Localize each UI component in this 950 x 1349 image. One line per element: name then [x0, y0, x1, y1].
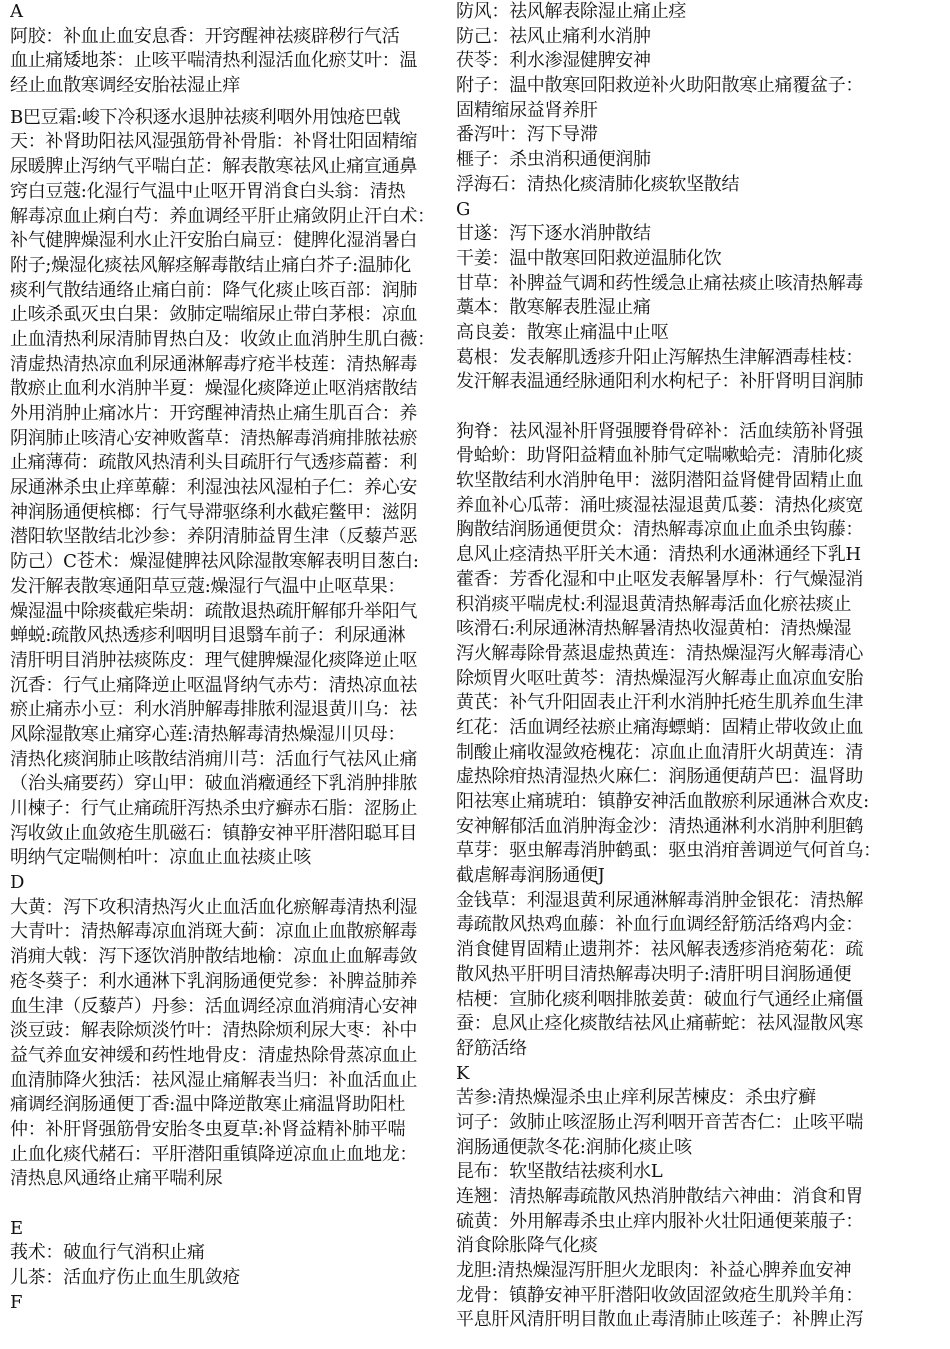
right-text-line: 红花：活血调经祛瘀止痛海螵蛸：固精止带收敛止血: [456, 716, 864, 738]
right-text-line: 制酸止痛收湿敛疮槐花：凉血止血清肝火胡黄连：清: [456, 741, 864, 763]
right-text-line: 散风热平肝明目清热解毒决明子:清肝明目润肠通便: [456, 963, 852, 985]
left-blank-line: [10, 1192, 448, 1217]
right-text-line: 平息肝风清肝明目散血止毒清肺止咳莲子：补脾止泻: [456, 1309, 864, 1331]
right-text-line: 龙胆:清热燥湿泻肝胆火龙眼肉：补益心脾养血安神: [456, 1260, 852, 1282]
left-column: [10, 0, 448, 1315]
right-text-line: 狗脊：祛风湿补肝肾强腰脊骨碎补：活血续筋补肾强: [456, 420, 864, 442]
right-text-line: 阳祛寒止痛琥珀：镇静安神活血散瘀利尿通淋合欢皮:: [456, 791, 869, 812]
right-text-line: 骨蛤蚧：助肾阳益精血补肺气定喘嗽蛤壳：清肺化痰: [456, 445, 864, 467]
right-text-line: 茯苓：利水渗湿健脾安神: [456, 50, 651, 72]
right-text-line: 虚热除疳热清湿热火麻仁：润肠通便葫芦巴：温肾助: [456, 766, 864, 788]
left-text-line: 防己）C苍术：燥湿健脾祛风除湿散寒解表明目葱白:: [10, 551, 419, 573]
left-text-line: 清热息风通络止痛平喘利尿: [10, 1168, 223, 1190]
left-text-line: 发汗解表散寒通阳草豆蔻:燥湿行气温中止呕草果：: [10, 575, 406, 597]
right-text-line: 泻火解毒除骨蒸退虚热黄连：清热燥湿泻火解毒清心: [456, 642, 864, 664]
left-text-line: 沉香：行气止痛降逆止呕温肾纳气赤芍：清热凉血祛: [10, 674, 418, 696]
right-text-line: 藁本：散寒解表胜湿止痛: [456, 297, 651, 319]
right-text-line: 金钱草：利湿退黄利尿通淋解毒消肿金银花：清热解: [456, 889, 864, 911]
left-text-line: 疮冬葵子：利水通淋下乳润肠通便党参：补脾益肺养: [10, 970, 418, 992]
left-text-line: 川楝子：行气止痛疏肝泻热杀虫疗癣赤石脂：涩肠止: [10, 798, 418, 819]
left-text-line: 益气养血安神缓和药性地骨皮：清虚热除骨蒸凉血止: [10, 1044, 418, 1066]
left-text-line: 清虚热清热凉血利尿通淋解毒疗疮半枝莲：清热解毒: [10, 353, 418, 375]
right-text-line: 蚕：息风止痉化痰散结祛风止痛蕲蛇：祛风湿散风寒: [456, 1013, 864, 1035]
left-text-line: 大青叶：清热解毒凉血消斑大蓟：凉血止血散瘀解毒: [10, 921, 418, 943]
left-text-line: B巴豆霜:峻下冷积逐水退肿祛痰利咽外用蚀疮巴戟: [10, 106, 401, 128]
left-text-line: D: [10, 872, 25, 894]
right-text-line: G: [456, 198, 471, 220]
left-text-line: 止血清热利尿清肺胃热白及：收敛止血消肿生肌白薇：: [10, 328, 435, 350]
right-text-line: 防风：祛风解表除湿止痛止痉: [456, 1, 687, 22]
right-text-line: 胸散结润肠通便贯众：清热解毒凉血止血杀虫钩藤：: [456, 519, 864, 541]
right-text-line: 葛根：发表解肌透疹升阳止泻解热生津解酒毒桂枝：: [456, 346, 864, 368]
right-text-line: 硫黄：外用解毒杀虫止痒内服补火壮阳通便莱菔子：: [456, 1210, 864, 1232]
left-text-line: 阴润肺止咳清心安神败酱草：清热解毒消痈排脓祛瘀: [10, 427, 418, 449]
left-text-line: 散瘀止血利水消肿半夏：燥湿化痰降逆止呕消痞散结: [10, 378, 418, 400]
right-text-line: 消食健胃固精止遗荆芥：祛风解表透疹消疮菊花：疏: [456, 939, 864, 961]
left-text-line: 阿胶：补血止血安息香：开窍醒神祛痰辟秽行气活: [10, 25, 400, 47]
left-text-line: 血生津（反藜芦）丹参：活血调经凉血消痈清心安神: [10, 995, 418, 1017]
right-text-line: K: [456, 1062, 470, 1084]
right-text-line: 养血补心瓜蒂：涌吐痰湿祛湿退黄瓜蒌：清热化痰宽: [456, 494, 864, 516]
left-text-line: 止血化痰代赭石：平肝潜阳重镇降逆凉血止血地龙：: [10, 1143, 418, 1165]
left-spacer: [10, 99, 448, 106]
left-text-line: 解毒凉血止痢白芍：养血调经平肝止痛敛阴止汗白术：: [10, 205, 435, 227]
right-text-line: 防己：祛风止痛利水消肿: [456, 25, 651, 47]
left-text-line: 燥湿温中除痰截疟柴胡：疏散退热疏肝解郁升举阳气: [10, 600, 418, 622]
left-text-line: 潜阳软坚散结北沙参：养阴清肺益胃生津（反藜芦恶: [10, 526, 418, 548]
right-text-line: 桔梗：宣肺化痰利咽排脓姜黄：破血行气通经止痛僵: [456, 988, 864, 1010]
right-text-line: 干姜：温中散寒回阳救逆温肺化饮: [456, 247, 722, 269]
right-text-line: 番泻叶：泻下导滞: [456, 124, 598, 146]
left-text-line: E: [10, 1217, 23, 1239]
left-text-line: 补气健脾燥湿利水止汗安胎白扁豆：健脾化湿消暑白: [10, 230, 418, 252]
left-text-line: 莪术：破血行气消积止痛: [10, 1242, 205, 1264]
right-text-line: 软坚散结利水消肿龟甲：滋阴潜阳益肾健骨固精止血: [456, 470, 864, 492]
left-text-line: 经止血散寒调经安胎祛湿止痒: [10, 75, 241, 97]
left-text-line: 止咳杀虱灭虫白果：敛肺定喘缩尿止带白茅根：凉血: [10, 304, 418, 326]
right-text-line: 除烦胃火呕吐黄芩：清热燥湿泻火解毒止血凉血安胎: [456, 667, 864, 689]
right-text-line: 润肠通便款冬花:润肺化痰止咳: [456, 1136, 692, 1158]
right-text-line: 息风止痉清热平肝关木通：清热利水通淋通经下乳H: [456, 544, 861, 566]
right-text-line: 舒筋活络: [456, 1037, 527, 1059]
right-text-line: 连翘：清热解毒疏散风热消肿散结六神曲：消食和胃: [456, 1186, 864, 1207]
left-text-line: 尿通淋杀虫止痒萆薢：利湿浊祛风湿柏子仁：养心安: [10, 477, 418, 499]
right-text-line: 昆布：软坚散结祛痰利水L: [456, 1161, 663, 1183]
left-text-line: 蝉蜕:疏散风热透疹利咽明目退翳车前子：利尿通淋: [10, 625, 406, 647]
right-text-line: 安神解郁活血消肿海金沙：清热通淋利水消肿利胆鹤: [456, 815, 864, 837]
right-text-line: 消食除胀降气化痰: [456, 1235, 598, 1257]
left-text-line: 消痈大戟：泻下逐饮消肿散结地榆：凉血止血解毒敛: [10, 946, 418, 968]
right-text-line: 附子：温中散寒回阳救逆补火助阳散寒止痛覆盆子：: [456, 75, 864, 97]
right-text-line: 固精缩尿益肾养肝: [456, 99, 598, 121]
right-text-line: 积消痰平喘虎杖:利湿退黄清热解毒活血化瘀祛痰止: [456, 593, 852, 615]
left-text-line: 瘀止痛赤小豆：利水消肿解毒排脓利湿退黄川乌：祛: [10, 699, 418, 721]
left-text-line: 儿茶：活血疗伤止血生肌敛疮: [10, 1267, 241, 1289]
right-text-line: 甘草：补脾益气调和药性缓急止痛祛痰止咳清热解毒: [456, 272, 864, 294]
left-text-line: 血止痛矮地茶：止咳平喘清热利湿活血化瘀艾叶：温: [10, 50, 418, 72]
right-text-line: 榧子：杀虫消积通便润肺: [456, 149, 651, 171]
right-text-line: 高良姜：散寒止痛温中止呕: [456, 321, 669, 343]
right-text-line: 诃子：敛肺止咳涩肠止泻利咽开音苦杏仁：止咳平喘: [456, 1111, 864, 1133]
left-text-line: 泻收敛止血敛疮生肌磁石：镇静安神平肝潜阳聪耳目: [10, 822, 418, 844]
left-text-line: 天：补肾助阳祛风湿强筋骨补骨脂：补肾壮阳固精缩: [10, 131, 418, 153]
left-text-line: 大黄：泻下攻积清热泻火止血活血化瘀解毒清热利湿: [10, 896, 418, 918]
left-text-line: A: [10, 1, 23, 22]
left-text-line: 止痛薄荷：疏散风热清利头目疏肝行气透疹萹蓄：利: [10, 452, 418, 474]
right-text-line: 草芽：驱虫解毒消肿鹤虱：驱虫消疳善调逆气何首乌：: [456, 840, 881, 862]
left-text-line: （治头痛要药）穿山甲：破血消癥通经下乳消肿排脓: [10, 773, 418, 795]
right-text-line: 浮海石：清热化痰清肺化痰软坚散结: [456, 173, 740, 195]
right-text-line: 黄芪：补气升阳固表止汗利水消肿托疮生肌养血生津: [456, 692, 864, 714]
left-text-line: 明纳气定喘侧柏叶：凉血止血祛痰止咳: [10, 847, 311, 869]
right-text-line: 甘遂：泻下逐水消肿散结: [456, 223, 651, 245]
right-column: [456, 0, 938, 1333]
right-text-line: 藿香：芳香化湿和中止呕发表解暑厚朴：行气燥湿消: [456, 568, 864, 590]
right-text-line: 毒疏散风热鸡血藤：补血行血调经舒筋活络鸡内金：: [456, 914, 864, 936]
left-text-line: 痛调经润肠通便丁香:温中降逆散寒止痛温肾助阳杜: [10, 1094, 406, 1116]
left-text-line: 外用消肿止痛冰片：开窍醒神清热止痛生肌百合：养: [10, 403, 418, 424]
left-text-line: 附子;燥湿化痰祛风解痉解毒散结止痛白芥子:温肺化: [10, 254, 411, 276]
left-text-line: 淡豆豉：解表除烦淡竹叶：清热除烦利尿大枣：补中: [10, 1020, 418, 1042]
left-text-line: 尿暖脾止泻纳气平喘白芷：解表散寒祛风止痛宣通鼻: [10, 156, 418, 178]
left-text-line: F: [10, 1291, 23, 1313]
right-blank-line: [456, 395, 938, 420]
right-text-line: 咳滑石:利尿通淋清热解暑清热收湿黄柏：清热燥湿: [456, 618, 852, 640]
left-text-line: 仲：补肝肾强筋骨安胎冬虫夏草:补肾益精补肺平喘: [10, 1118, 406, 1140]
right-text-line: 发汗解表温通经脉通阳利水枸杞子：补肝肾明目润肺: [456, 371, 864, 393]
right-text-line: 截虐解毒润肠通便J: [456, 865, 605, 887]
left-text-line: 血清肺降火独活：祛风湿止痛解表当归：补血活血止: [10, 1069, 418, 1091]
left-text-line: 清热化痰润肺止咳散结消痈川芎：活血行气祛风止痛: [10, 748, 418, 770]
left-text-line: 窍白豆蔻:化湿行气温中止呕开胃消食白头翁：清热: [10, 180, 406, 202]
left-text-line: 风除湿散寒止痛穿心莲:清热解毒清热燥湿川贝母：: [10, 723, 406, 745]
left-text-line: 痰利气散结通络止痛白前：降气化痰止咳百部：润肺: [10, 279, 418, 301]
right-text-line: 龙骨：镇静安神平肝潜阳收敛固涩敛疮生肌羚羊角：: [456, 1284, 864, 1306]
left-text-line: 清肝明目消肿祛痰陈皮：理气健脾燥湿化痰降逆止呕: [10, 649, 418, 671]
left-text-line: 神润肠通便槟榔：行气导滞驱绦利水截疟鳖甲：滋阴: [10, 501, 418, 523]
right-text-line: 苦参:清热燥湿杀虫止痒利尿苦楝皮：杀虫疗癣: [456, 1087, 816, 1109]
